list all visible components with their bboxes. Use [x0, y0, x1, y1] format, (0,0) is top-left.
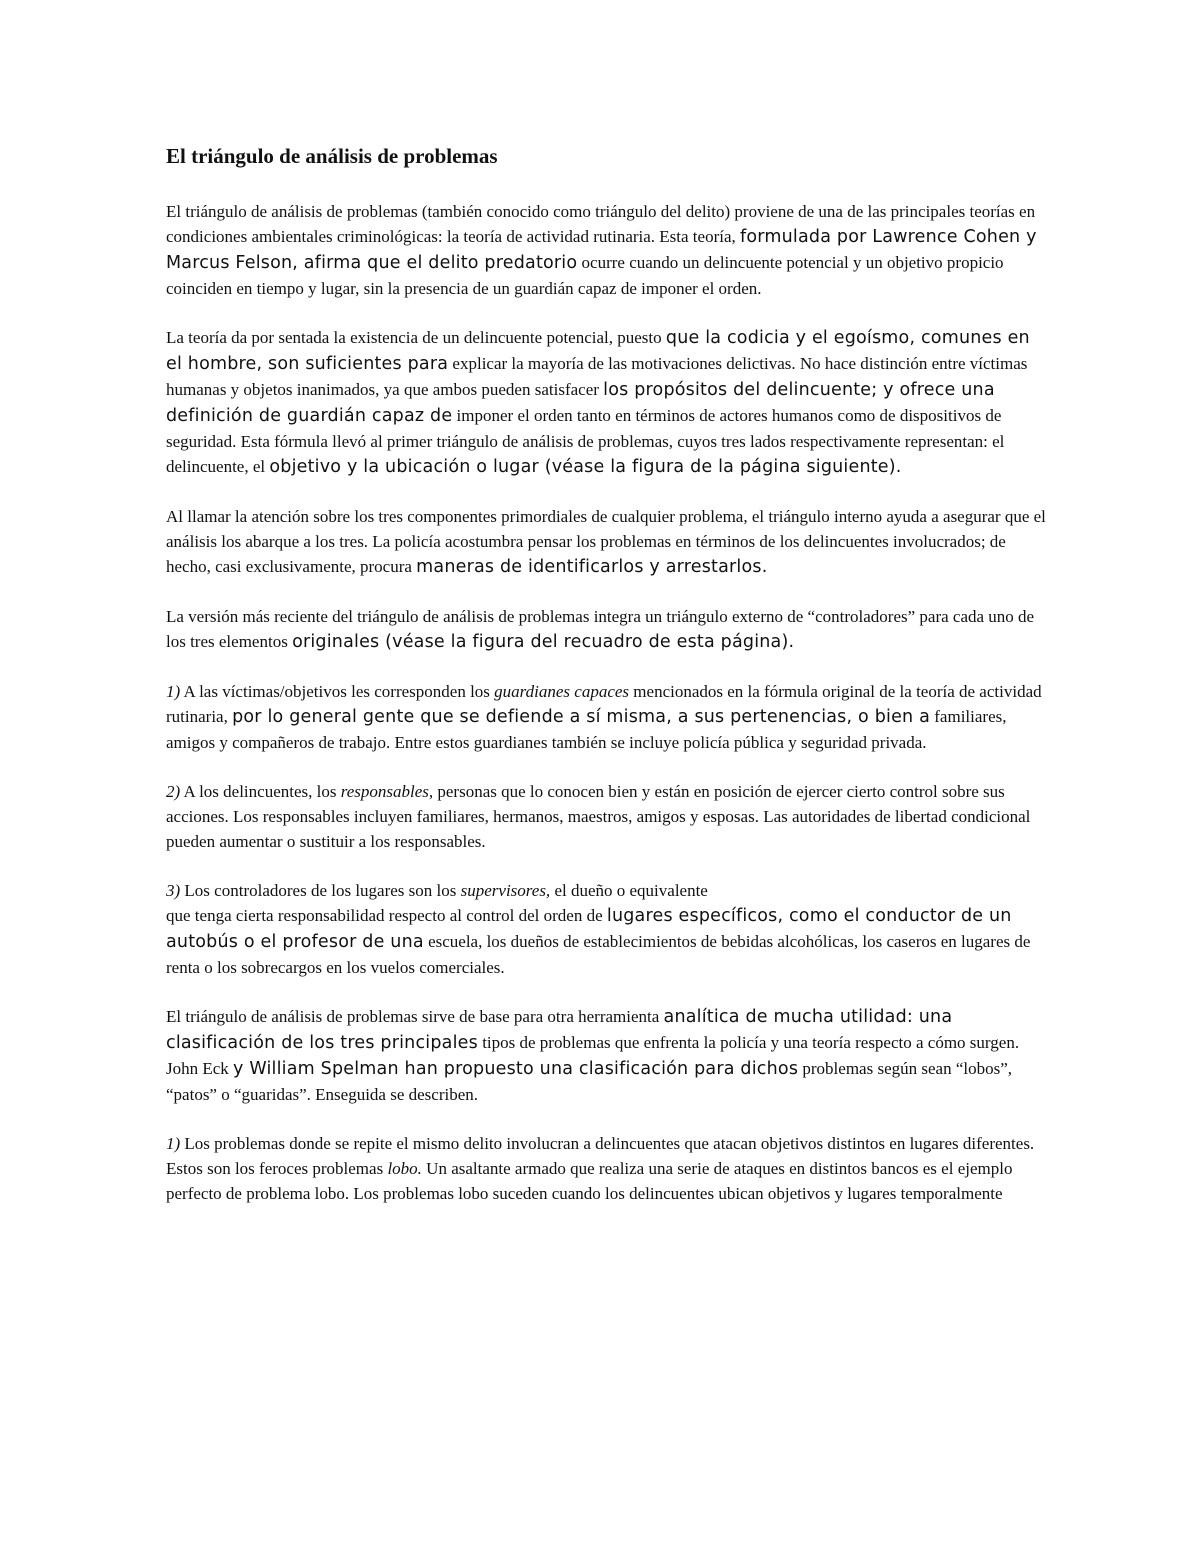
- text-segment: originales (véase la figura del recuadro de esta página).: [292, 632, 795, 652]
- text-segment: responsables,: [340, 782, 434, 801]
- text-segment: analítica de mucha utilidad: una clasificación de los tres principales: [166, 1007, 953, 1053]
- paragraph: [166, 604, 1046, 655]
- text-segment: los propósitos del delincuente; y ofrece una definición de guardián capaz de: [166, 380, 995, 426]
- text-segment: mencionados en la fórmula original de la teoría de actividad rutinaria,: [166, 682, 1042, 726]
- text-segment: Los problemas donde se repite el mismo delito involucran a delincuentes que atacan objetivos distintos en lugares diferentes. Estos son los feroces problemas: [166, 1134, 1035, 1178]
- text-segment: Los controladores de los lugares son los: [180, 881, 461, 900]
- text-segment: problemas según sean “lobos”, “patos” o “guaridas”. Enseguida se describen.: [166, 1059, 1013, 1104]
- paragraph: [166, 878, 1046, 980]
- text-segment: familiares, amigos y compañeros de trabajo. Entre estos guardianes también se incluye policía pública y seguridad privada.: [166, 707, 1007, 752]
- text-segment: por lo general gente que se defiende a sí misma, a sus pertenencias, o bien a: [232, 707, 931, 727]
- text-segment: supervisores,: [460, 881, 551, 900]
- text-segment: La teoría da por sentada la existencia de un delincuente potencial, puesto: [166, 328, 666, 347]
- text-segment: ocurre cuando un delincuente potencial y un objetivo propicio coinciden en tiempo y lugar, sin la presencia de un guardián capaz de imponer el orden.: [166, 253, 1004, 298]
- text-segment: La versión más reciente del triángulo de análisis de problemas integra un triángulo externo de “controladores” para cada uno de los tres elementos: [166, 607, 1035, 651]
- document-body: [166, 199, 1046, 1206]
- text-segment: explicar la mayoría de las motivaciones delictivas. No hace distinción entre víctimas humanas y objetos inanimados, ya que ambos pueden satisfacer: [166, 354, 1028, 399]
- text-segment: El triángulo de análisis de problemas (también conocido como triángulo del delito) proviene de una de las principales teorías en condiciones ambientales criminológicas: la teoría de actividad rutinaria. Esta teoría,: [166, 202, 1036, 246]
- text-segment: lugares específicos, como el conductor de un autobús o el profesor de una: [166, 906, 1012, 952]
- paragraph: [166, 199, 1046, 301]
- text-segment: 3): [166, 881, 181, 900]
- paragraph: [166, 1004, 1046, 1107]
- paragraph: [166, 325, 1046, 480]
- text-segment: lobo.: [387, 1159, 422, 1178]
- text-segment: formulada por Lawrence Cohen y Marcus Felson, afirma que el delito predatorio: [166, 227, 1037, 273]
- text-segment: 1): [166, 1134, 181, 1153]
- document-page: [166, 143, 1046, 1230]
- document-title: El triángulo de análisis de problemas: [166, 144, 498, 168]
- text-segment: A los delincuentes, los: [180, 782, 341, 801]
- text-segment: Un asaltante armado que realiza una serie de ataques en distintos bancos es el ejemplo perfecto de problema lobo. Los problemas lobo suceden cuando los delincuentes ubican objetivos y lugares temporalmente: [166, 1159, 1013, 1203]
- paragraph: [166, 679, 1046, 755]
- text-segment: el dueño o equivalente: [550, 881, 708, 900]
- text-segment: que la codicia y el egoísmo, comunes en el hombre, son suficientes para: [166, 328, 1030, 374]
- text-segment: personas que lo conocen bien y están en posición de ejercer cierto control sobre sus acciones. Los responsables incluyen familiares, hermanos, maestros, amigos y esposas. Las autoridades de libertad condicional pueden aumentar o sustituir a los responsables.: [166, 782, 1031, 851]
- text-segment: tipos de problemas que enfrenta la policía y una teoría respecto a cómo surgen. John Eck: [166, 1033, 1020, 1078]
- text-segment: Al llamar la atención sobre los tres componentes primordiales de cualquier problema, el triángulo interno ayuda a asegurar que el análisis los abarque a los tres. La policía acostumbra pensar los problemas en términos de los delincuentes involucrados; de hecho, casi exclusivamente, procura: [166, 507, 1046, 576]
- text-segment: escuela, los dueños de establecimientos de bebidas alcohólicas, los caseros en lugares de renta o los sobrecargos en los vuelos comerciales.: [166, 932, 1031, 977]
- paragraph: [166, 504, 1046, 580]
- text-segment: imponer el orden tanto en términos de actores humanos como de dispositivos de seguridad. Esta fórmula llevó al primer triángulo de análisis de problemas, cuyos tres lados respectivamente representan: el delincuente, el: [166, 406, 1005, 476]
- text-segment: que tenga cierta responsabilidad respecto al control del orden de: [166, 906, 607, 925]
- paragraph: [166, 779, 1046, 854]
- text-segment: guardianes capaces: [494, 682, 630, 701]
- text-segment: 2): [166, 782, 181, 801]
- paragraph: [166, 1131, 1046, 1206]
- text-segment: objetivo y la ubicación o lugar (véase la figura de la página siguiente).: [269, 457, 902, 477]
- text-segment: El triángulo de análisis de problemas sirve de base para otra herramienta: [166, 1007, 664, 1026]
- text-segment: A las víctimas/objetivos les corresponden los: [180, 682, 495, 701]
- text-segment: maneras de identificarlos y arrestarlos.: [416, 557, 768, 577]
- text-segment: y William Spelman han propuesto una clasificación para dichos: [233, 1059, 799, 1079]
- text-segment: 1): [166, 682, 181, 701]
